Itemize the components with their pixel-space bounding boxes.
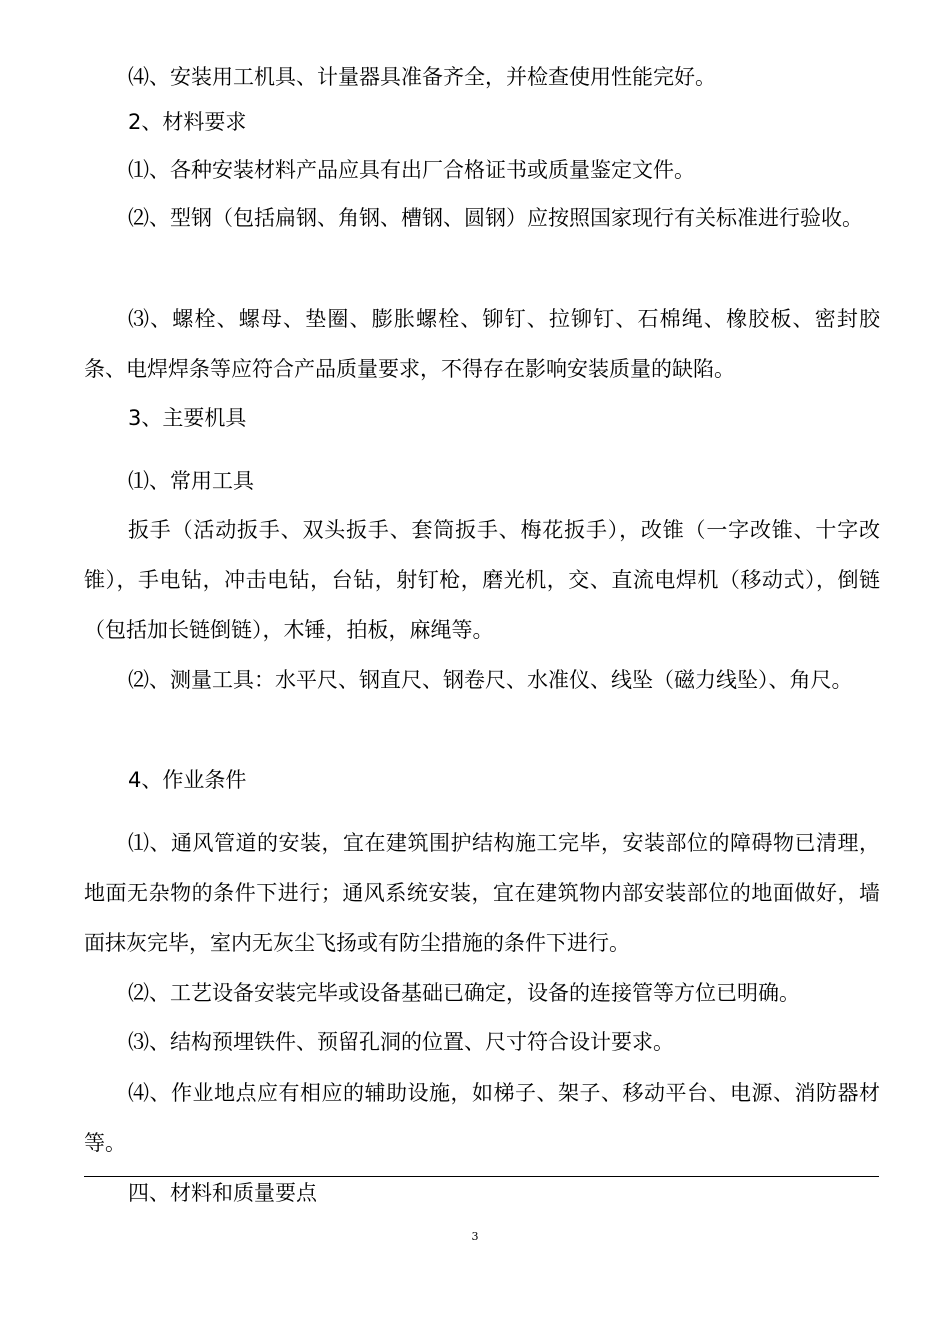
paragraph-tool-list: 扳手（活动扳手、双头扳手、套筒扳手、梅花扳手），改锥（一字改锥、十字改锥），手电钻，冲击电钻，台钻，射钉枪，磨光机，交、直流电焊机（移动式），倒链（包括加长链倒链），木锤，拍板，麻绳等。 — [84, 518, 880, 642]
subheading-common-tools: ⑴、常用工具 — [128, 469, 254, 493]
paragraph-steel-sections: ⑵、型钢（包括扁钢、角钢、槽钢、圆钢）应按照国家现行有关标准进行验收。 — [128, 206, 863, 230]
paragraph-tools-prepared: ⑷、安装用工机具、计量器具准备齐全，并检查使用性能完好。 — [128, 65, 716, 89]
paragraph-measuring-tools: ⑵、测量工具：水平尺、钢直尺、钢卷尺、水准仪、线坠（磁力线坠）、角尺。 — [128, 668, 853, 692]
paragraph-auxiliary-facilities: ⑷、作业地点应有相应的辅助设施，如梯子、架子、移动平台、电源、消防器材等。 — [84, 1081, 880, 1155]
section-heading-materials-quality: 四、材料和质量要点 — [128, 1181, 317, 1205]
heading-work-conditions: 4、作业条件 — [128, 768, 247, 792]
paragraph-embedded-parts: ⑶、结构预埋铁件、预留孔洞的位置、尺寸符合设计要求。 — [128, 1030, 674, 1054]
paragraph-duct-installation-conditions: ⑴、通风管道的安装，宜在建筑围护结构施工完毕，安装部位的障碍物已清理，地面无杂物的条件下进行；通风系统安装，宜在建筑物内部安装部位的地面做好，墙面抹灰完毕，室内无灰尘飞扬或有防尘措施的条件下进行。 — [84, 831, 880, 955]
heading-main-machinery: 3、主要机具 — [128, 406, 247, 430]
heading-material-requirements: 2、材料要求 — [128, 110, 247, 134]
paragraph-fasteners: ⑶、螺栓、螺母、垫圈、膨胀螺栓、铆钉、拉铆钉、石棉绳、橡胶板、密封胶条、电焊焊条等应符合产品质量要求，不得存在影响安装质量的缺陷。 — [84, 307, 880, 381]
page-number: 3 — [471, 1230, 479, 1243]
paragraph-material-certificates: ⑴、各种安装材料产品应具有出厂合格证书或质量鉴定文件。 — [128, 158, 695, 182]
paragraph-equipment-installed: ⑵、工艺设备安装完毕或设备基础已确定，设备的连接管等方位已明确。 — [128, 981, 800, 1005]
